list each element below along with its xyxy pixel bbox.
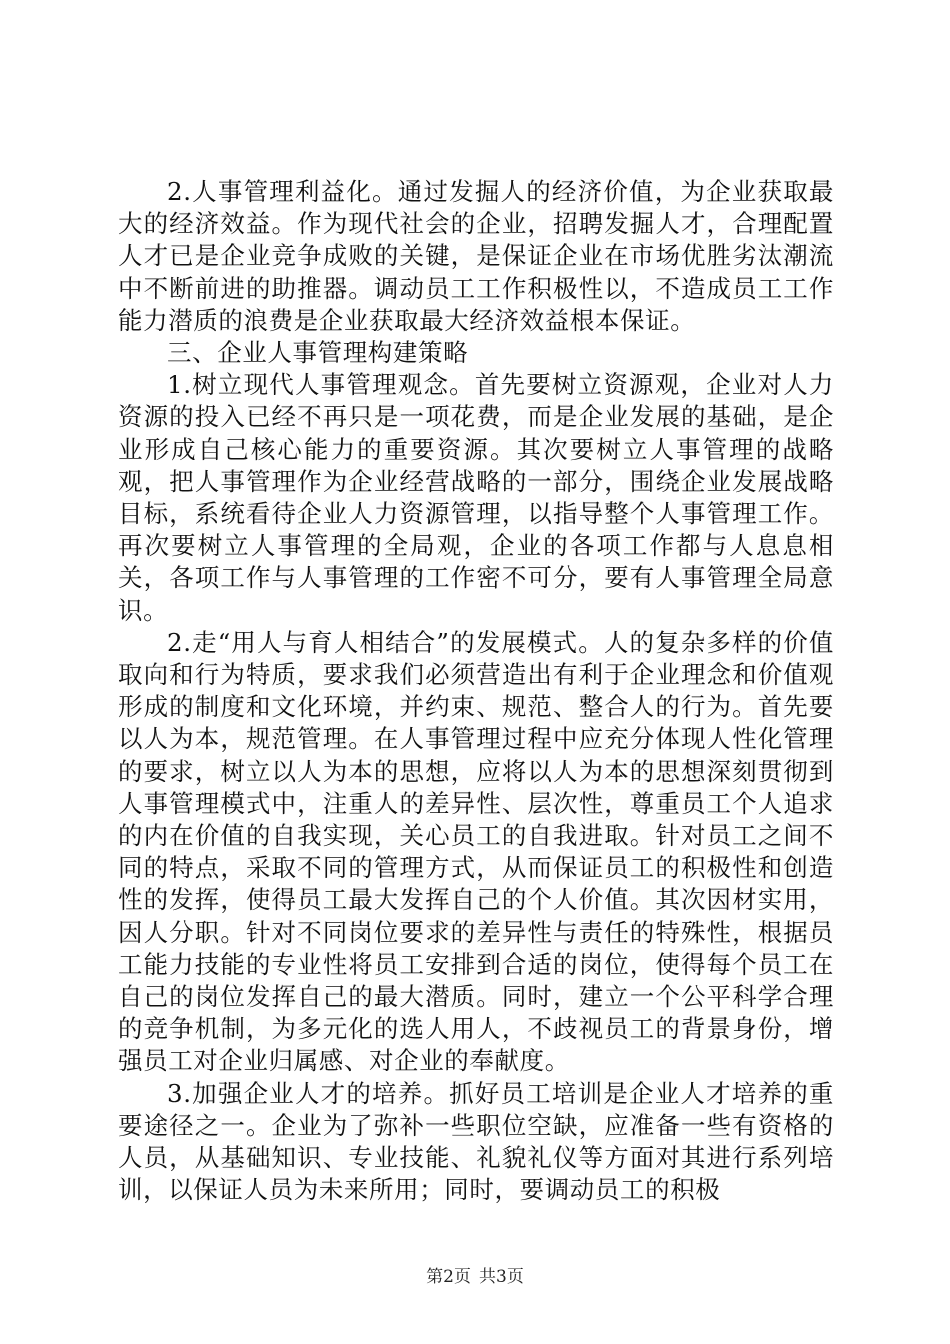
paragraph-personnel-profit: 2.人事管理利益化。通过发掘人的经济价值，为企业获取最大的经济效益。作为现代社会的企业，招聘发掘人才，合理配置人才已是企业竞争成败的关键，是保证企业在市场优胜劣汰潮流中不断前进的助推器。调动员工工作积极性以，不造成员工工作能力潜质的浪费是企业获取最大经济效益根本保证。: [118, 177, 834, 335]
paragraph-modern-concept: 1.树立现代人事管理观念。首先要树立资源观，企业对人力资源的投入已经不再只是一项花费，而是企业发展的基础，是企业形成自己核心能力的重要资源。其次要树立人事管理的战略观，把人事管理作为企业经营战略的一部分，围绕企业发展战略目标，系统看待企业人力资源管理，以指导整个人事管理工作。再次要树立人事管理的全局观，企业的各项工作都与人息息相关，各项工作与人事管理的工作密不可分，要有人事管理全局意识。: [118, 370, 834, 625]
document-body: [118, 176, 834, 1207]
section-heading-strategy: 三、企业人事管理构建策略: [167, 338, 469, 368]
paragraph-talent-training: 3.加强企业人才的培养。抓好员工培训是企业人才培养的重要途径之一。企业为了弥补一些职位空缺，应准备一些有资格的人员，从基础知识、专业技能、礼貌礼仪等方面对其进行系列培训，以保证人员为未来所用；同时，要调动员工的积极: [118, 1078, 834, 1205]
paragraph-development-model: 2.走“用人与育人相结合”的发展模式。人的复杂多样的价值取向和行为特质，要求我们必须营造出有利于企业理念和价值观形成的制度和文化环境，并约束、规范、整合人的行为。首先要以人为本，规范管理。在人事管理过程中应充分体现人性化管理的要求，树立以人为本的思想，应将以人为本的思想深刻贯彻到人事管理模式中，注重人的差异性、层次性，尊重员工个人追求的内在价值的自我实现，关心员工的自我进取。针对员工之间不同的特点，采取不同的管理方式，从而保证员工的积极性和创造性的发挥，使得员工最大发挥自己的个人价值。其次因材实用，因人分职。针对不同岗位要求的差异性与责任的特殊性，根据员工能力技能的专业性将员工安排到合适的岗位，使得每个员工在自己的岗位发挥自己的最大潜质。同时，建立一个公平科学合理的竞争机制，为多元化的选人用人，不歧视员工的背景身份，增强员工对企业归属感、对企业的奉献度。: [118, 627, 834, 1076]
page-total: 共3页: [479, 1267, 524, 1287]
page-footer: [0, 1266, 950, 1288]
page-number: 第2页: [426, 1267, 471, 1287]
